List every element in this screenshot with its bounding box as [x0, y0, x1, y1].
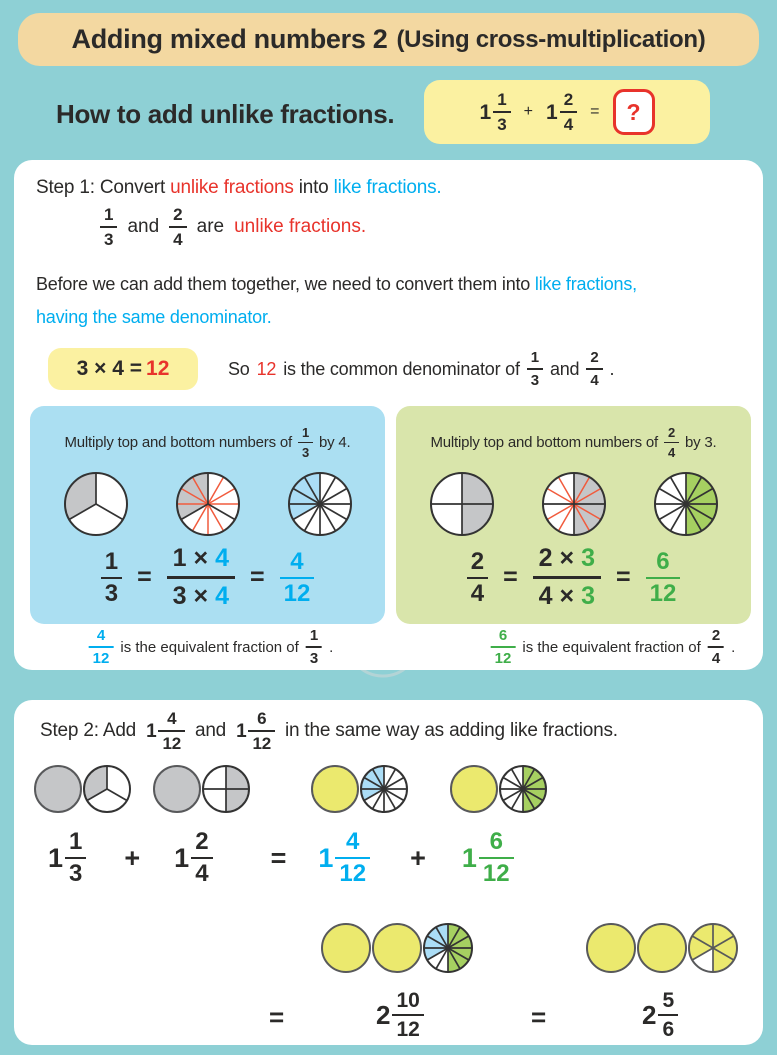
mixed-number-1-4-12: 1 4 12: [318, 830, 370, 886]
fraction-1-3: 1 3: [306, 628, 322, 666]
mixed-number-1-6-12: 1 6 12: [462, 830, 514, 886]
equivalent-fraction-panels: [30, 406, 751, 624]
explanation-paragraph: Before we can add them together, we need to convert them into like fractions, having the same denominator.: [36, 274, 637, 327]
fraction-4-12: 4 12: [89, 628, 114, 666]
pie-one-third-icon: [63, 471, 129, 537]
whole-circle-gray-icon: [152, 764, 202, 814]
one-and-four-twelfths-circles: [310, 764, 409, 814]
equals-operator: =: [590, 103, 600, 120]
expression-fraction: $\frac{1 \times 4}{3 \times 4}$: [167, 546, 235, 609]
fraction-2-4: 2 4: [467, 550, 488, 606]
panel-fourths: [396, 406, 751, 624]
whole-circle-yellow-icon: [636, 922, 688, 974]
common-denominator-text: So 12 is the common denominator of 1 3 and 2 4 .: [228, 349, 615, 389]
page-title: Adding mixed numbers 2: [71, 24, 388, 54]
mixed-number-1-1-3: 1 1 3: [48, 830, 86, 886]
panel-fourths-equation: 2 4 = $\frac{2 \times 3}{4 \times 3}$ = 6 12: [396, 546, 751, 609]
equals-operator: =: [270, 842, 287, 873]
equals-operator: =: [531, 1002, 547, 1032]
step2-title: Step 2: Add 1 4 12 and 1 6 12 in the same way as adding like fractions.: [40, 709, 618, 753]
pie-five-sixths-icon: [687, 922, 739, 974]
question-mark-box: [613, 89, 655, 135]
pie-four-twelfths-icon: [359, 764, 409, 814]
mixed-number-2-10-12: 2 10 12: [376, 990, 424, 1040]
fraction-6-12: 6 12: [646, 550, 681, 606]
equivalent-note-thirds: 4 12 is the equivalent fraction of 1 3 .: [89, 628, 334, 666]
page-subtitle: (Using cross-multiplication): [396, 25, 706, 53]
fraction-1-3: 1 3: [100, 206, 117, 248]
sum-circles-sixths: [585, 922, 739, 974]
fraction-1-3: 1 3: [527, 350, 543, 388]
pie-six-twelfths-icon: [653, 471, 719, 537]
pie-one-third-split-twelfths-icon: [175, 471, 241, 537]
step2-card: [14, 700, 763, 1045]
unlike-fractions-label: unlike fractions.: [234, 216, 367, 237]
pie-four-twelfths-icon: [287, 471, 353, 537]
mixed-number-1-4-12: 1 4 12: [146, 710, 185, 752]
equals-operator: =: [269, 1002, 285, 1032]
equivalent-note-fourths: 6 12 is the equivalent fraction of 2 4 .: [491, 628, 736, 666]
unlike-fractions-line: 1 3 and 2 4 are unlike fractions.: [100, 206, 366, 248]
one-and-six-twelfths-circles: [449, 764, 548, 814]
pie-two-fourths-icon: [429, 471, 495, 537]
question-mark: ?: [626, 98, 641, 125]
fraction-4-12: 4 12: [280, 550, 315, 606]
pie-two-fourths-split-twelfths-icon: [541, 471, 607, 537]
plus-operator: +: [523, 103, 533, 120]
mixed-number-1-2-4: 1 2 4: [546, 91, 577, 133]
panel-thirds-equation: 1 3 = $\frac{1 \times 4}{3 \times 4}$ = 4 12: [30, 546, 385, 609]
mixed-number-1-2-4: 1 2 4: [174, 830, 212, 886]
whole-circle-gray-icon: [33, 764, 83, 814]
multiplication-note-box: 3 × 4 = 12: [48, 348, 198, 390]
fraction-2-4: 2 4: [586, 350, 602, 388]
pie-six-twelfths-icon: [498, 764, 548, 814]
fraction-6-12: 6 12: [491, 628, 516, 666]
pie-two-fourths-icon: [201, 764, 251, 814]
panel-thirds-pies: [30, 471, 385, 537]
plus-operator: +: [410, 842, 426, 873]
sum-circles-twelfths: [320, 922, 474, 974]
example-equation-box: [424, 80, 710, 144]
one-and-one-third-circles: [33, 764, 132, 814]
mixed-number-1-6-12: 1 6 12: [236, 710, 275, 752]
addition-equation-row: [48, 830, 514, 886]
one-and-two-fourths-circles: [152, 764, 251, 814]
plus-operator: +: [124, 842, 141, 873]
title-banner: [18, 13, 759, 66]
expression-fraction: $\frac{2 \times 3}{4 \times 3}$: [533, 546, 601, 609]
whole-circle-yellow-icon: [320, 922, 372, 974]
intro-heading: How to add unlike fractions.: [56, 99, 395, 129]
whole-circle-yellow-icon: [449, 764, 499, 814]
fraction-2-4: 2 4: [708, 628, 724, 666]
mixed-number-2-5-6: 2 5 6: [642, 990, 678, 1040]
pie-ten-twelfths-icon: [422, 922, 474, 974]
fraction-2-4: 2 4: [169, 206, 186, 248]
whole-circle-yellow-icon: [371, 922, 423, 974]
addends-circles-row: [33, 764, 548, 814]
panel-fourths-pies: [396, 471, 751, 537]
result-row: [14, 990, 763, 1050]
panel-thirds-caption: Multiply top and bottom numbers of 1 3 by 4.: [64, 425, 351, 460]
fraction-2-4: 2 4: [664, 426, 679, 459]
panel-fourths-caption: Multiply top and bottom numbers of 2 4 by 3.: [430, 425, 717, 460]
fraction-1-3: 1 3: [298, 426, 313, 459]
common-denominator-row: [48, 348, 614, 390]
pie-one-third-icon: [82, 764, 132, 814]
whole-circle-yellow-icon: [585, 922, 637, 974]
step1-title: Step 1: Convert unlike fractions into like fractions.: [36, 177, 442, 198]
whole-circle-yellow-icon: [310, 764, 360, 814]
product-12: 12: [146, 357, 170, 380]
step1-card: [14, 160, 763, 670]
panel-thirds: [30, 406, 385, 624]
mixed-number-1-1-3: 1 1 3: [480, 91, 511, 133]
fraction-1-3: 1 3: [101, 550, 122, 606]
